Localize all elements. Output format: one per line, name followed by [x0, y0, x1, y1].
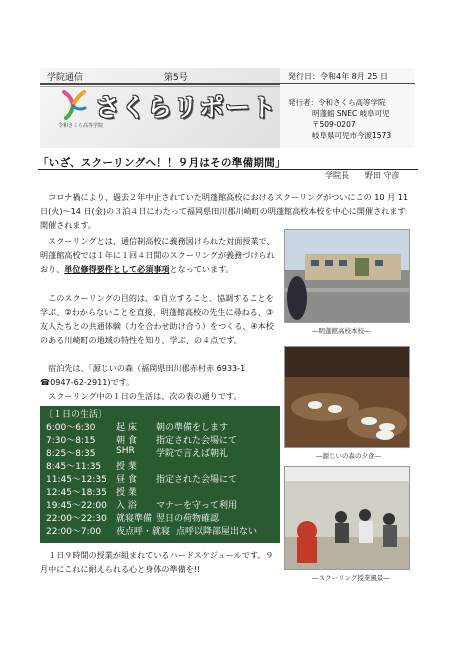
- header-rule: [40, 83, 280, 85]
- closing-paragraph: １日９時間の授業が組まれているハードスケジュールです。９月中にこれに耐えられる心と身体の準備を!!: [40, 550, 274, 574]
- schedule-row: 6:00～6:30 起 床 朝の準備をします: [46, 423, 229, 433]
- publisher-line: 岐阜県可児市今渡1573: [312, 131, 392, 140]
- paragraph-lodging: 宿泊先は、「源じいの森（福岡県田川郡赤村赤 6933-1 ☎0947-62-2911)です。: [40, 363, 246, 387]
- publisher-line: 発行者：令和さくら高等学院: [288, 98, 386, 107]
- schedule-row: 22:00～7:00 夜点呼・就寝 点呼以降部屋出ない: [46, 527, 258, 537]
- series-label: 学院通信: [47, 73, 84, 83]
- schedule-row: 19:45～22:00 入 浴 マナーを守って利用: [46, 501, 238, 511]
- schedule-row: 12:45～18:35 授 業: [46, 488, 137, 498]
- schedule-row: 11:45～12:35 昼 食 指定された会場にて: [46, 475, 238, 485]
- article-author: 学院長 野田 守彦: [325, 171, 400, 180]
- photo-caption: ―スクーリング授業風景―: [312, 574, 390, 582]
- photo-caption: ―明蓬館高校本校―: [312, 327, 371, 335]
- school-name-small: 令和さくら高等学院: [58, 123, 104, 129]
- article-headline: 「いざ、スクーリングへ！！９月はその準備期間」: [38, 157, 286, 169]
- intro-paragraph: コロナ禍により、過去２年中止されていた明蓬館高校におけるスクーリングがついにこの 10 月 11 日(火)～14 日(金)の３泊４日にわたって福岡県田川郡川崎町の明蓬館高校本校を中心に開催されます開催されます。: [40, 192, 409, 230]
- paragraph-text: スクーリングとは、通信制高校に義務図けられた対面授業で、明蓬館高校では１年に１回４日間のスクーリングが義務づけられおり、: [40, 236, 275, 274]
- paragraph-purpose: このスクーリングの目的は、①自立すること、協調することを学ぶ、②わからないことを直接、明蓬館高校の先生に尋ねる、③友人たちとの共通体験（力を合わせ助け合う）をつくる、④本校のある川崎町の地域の特性を知り、学ぶ、の４点です。: [40, 293, 274, 345]
- issue-number: 第5号: [164, 73, 188, 83]
- schedule-heading: 〔１日の生活〕: [44, 410, 108, 420]
- issue-date: 発行日：令和4年 8月 25 日: [288, 72, 388, 81]
- sakura-logo-icon: [56, 86, 90, 120]
- publisher-line: 〒509-0207: [312, 120, 356, 129]
- publisher-line: 明蓬館 SNEC 岐阜可児: [312, 109, 390, 118]
- publication-title: さくらリポート: [95, 93, 278, 122]
- dinner-photo: [284, 346, 410, 448]
- daily-schedule-box: [40, 406, 280, 543]
- class-scene-photo: [284, 466, 410, 570]
- schedule-row: 22:00～22:30 就寝準備 翌日の荷物確認: [46, 514, 220, 524]
- photo-caption: ―源じいの森の夕食―: [316, 452, 381, 460]
- schedule-row: 7:30～8:15 朝 食 指定された会場にて: [46, 436, 238, 446]
- paragraph-schooling-definition: [40, 234, 278, 276]
- schedule-row: 8:25～8:35 SHR 学院で言えば朝礼: [46, 446, 229, 459]
- paragraph-schedule-intro: スクーリング中の１日の生活は、次の表の通りです。: [48, 391, 242, 401]
- publisher-rule: [280, 83, 415, 84]
- schedule-row: 8:45～11:35 授 業: [46, 462, 137, 472]
- school-building-photo: [284, 229, 410, 323]
- paragraph-text: となっています。: [169, 264, 234, 274]
- highlight-requirement: 単位修得要件として必須事項: [64, 264, 170, 274]
